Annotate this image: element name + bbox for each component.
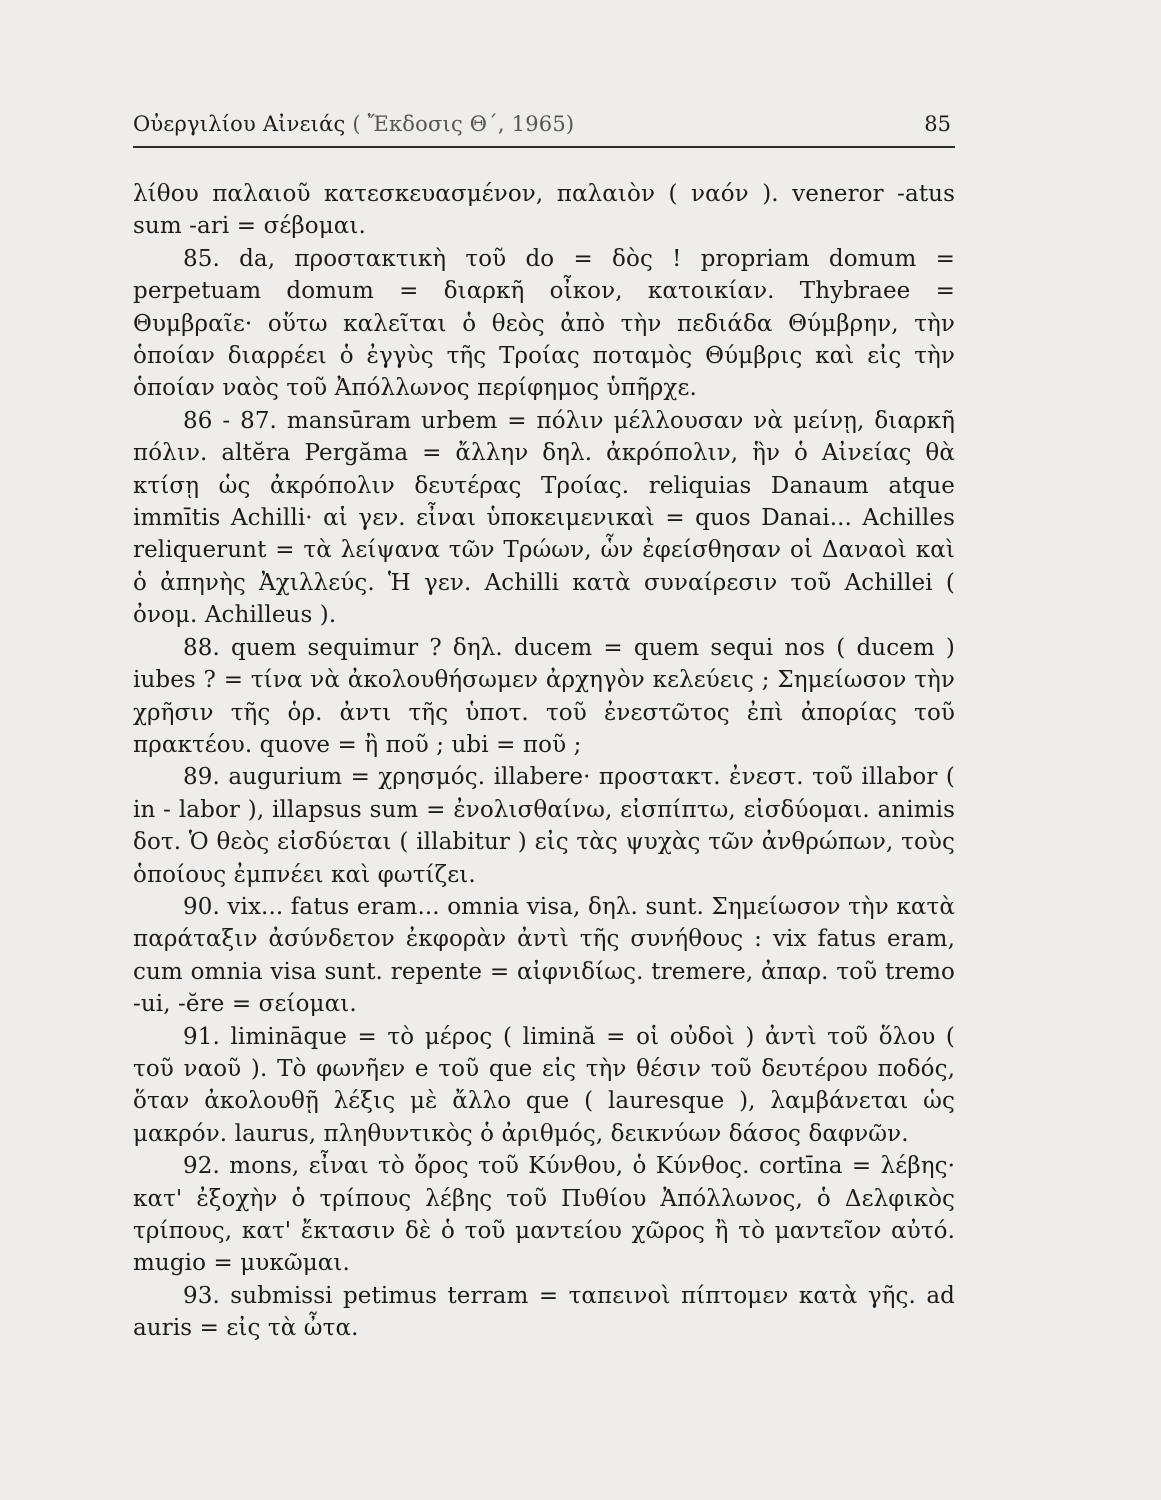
running-title: Οὐεργιλίου Αἰνειάς (133, 112, 346, 136)
edition-note: ( Ἔκδοσις Θ΄, 1965) (352, 112, 575, 136)
commentary-entry-85: 85. da, προστακτικὴ τοῦ do = δὸς ! propriam domum = perpetuam domum = διαρκῆ οἶκον, κατοικίαν. Thybraee = Θυμβραῖε· οὕτω καλεῖται ὁ θεὸς ἀπὸ τὴν πεδιάδα Θύμβρην, τὴν ὁποίαν διαρρέει ὁ ἐγγὺς τῆς Τροίας ποταμὸς Θύμβρις καὶ εἰς τὴν ὁποίαν ναὸς τοῦ Ἀπόλλωνος περίφημος ὑπῆρχε. (133, 245, 955, 402)
commentary-body (133, 178, 955, 1345)
commentary-entry-89: 89. augurium = χρησμός. illabere· προστακτ. ἐνεστ. τοῦ illabor ( in - labor ), illapsus sum = ἐνολισθαίνω, εἰσπίπτω, εἰσδύομαι. animis δοτ. Ὁ θεὸς εἰσδύεται ( illabitur ) εἰς τὰς ψυχὰς τῶν ἀνθρώπων, τοὺς ὁποίους ἐμπνέει καὶ φωτίζει. (133, 764, 955, 888)
commentary-entry-90: 90. vix... fatus eram... omnia visa, δηλ. sunt. Σημείωσον τὴν κατὰ παράταξιν ἀσύνδετον ἐκφορὰν ἀντὶ τῆς συνήθους : vix fatus eram, cum omnia visa sunt. repente = αἰφνιδίως. tremere, ἀπαρ. τοῦ tremo -ui, -ĕre = σείομαι. (133, 893, 955, 1018)
commentary-entry-93: 93. submissi petimus terram = ταπεινοὶ πίπτομεν κατὰ γῆς. ad auris = εἰς τὰ ὦτα. (133, 1282, 955, 1342)
commentary-entry-86-87: 86 - 87. mansūram urbem = πόλιν μέλλουσαν νὰ μείνῃ, διαρκῆ πόλιν. altĕra Pergăma = ἄλλην δηλ. ἀκρόπολιν, ἣν ὁ Αἰνείας θὰ κτίσῃ ὡς ἀκρόπολιν δευτέρας Τροίας. reliquias Danaum atque immītis Achilli· αἱ γεν. εἶναι ὑποκειμενικαὶ = quos Danai... Achilles reliquerunt = τὰ λείψανα τῶν Τρώων, ὧν ἐφείσθησαν οἱ Δαναοὶ καὶ ὁ ἀπηνὴς Ἀχιλλεύς. Ἡ γεν. Achilli κατὰ συναίρεσιν τοῦ Achillei ( ὀνομ. Achilleus ). (133, 407, 955, 629)
page-number: 85 (924, 112, 951, 136)
page-header (133, 110, 955, 148)
commentary-entry-88: 88. quem sequimur ? δηλ. ducem = quem sequi nos ( ducem ) iubes ? = τίνα νὰ ἀκολουθήσωμεν ἀρχηγὸν κελεύεις ; Σημείωσον τὴν χρῆσιν τῆς ὁρ. ἀντι τῆς ὑποτ. τοῦ ἐνεστῶτος ἐπὶ ἀπορίας τοῦ πρακτέου. quove = ἢ ποῦ ; ubi = ποῦ ; (133, 634, 955, 758)
running-head (133, 112, 574, 136)
commentary-entry-92: 92. mons, εἶναι τὸ ὄρος τοῦ Κύνθου, ὁ Κύνθος. cortīna = λέβης· κατ' ἐξοχὴν ὁ τρίπους λέβης τοῦ Πυθίου Ἀπόλλωνος, ὁ Δελφικὸς τρίπους, κατ' ἔκτασιν δὲ ὁ τοῦ μαντείου χῶρος ἢ τὸ μαντεῖον αὐτό. mugio = μυκῶμαι. (133, 1153, 955, 1277)
commentary-entry-91: 91. limināque = τὸ μέρος ( limină = οἱ οὐδοὶ ) ἀντὶ τοῦ ὅλου ( τοῦ ναοῦ ). Τὸ φωνῆεν e τοῦ que εἰς τὴν θέσιν τοῦ δευτέρου ποδός, ὅταν ἀκολουθῇ λέξις μὲ ἄλλο que ( lauresque ), λαμβάνεται ὡς μακρόν. laurus, πληθυντικὸς ὁ ἀριθμός, δεικνύων δάσος δαφνῶν. (133, 1023, 955, 1147)
paragraph-continuation: λίθου παλαιοῦ κατεσκευασμένον, παλαιὸν ( ναόν ). veneror -atus sum -ari = σέβομαι. (133, 181, 955, 240)
